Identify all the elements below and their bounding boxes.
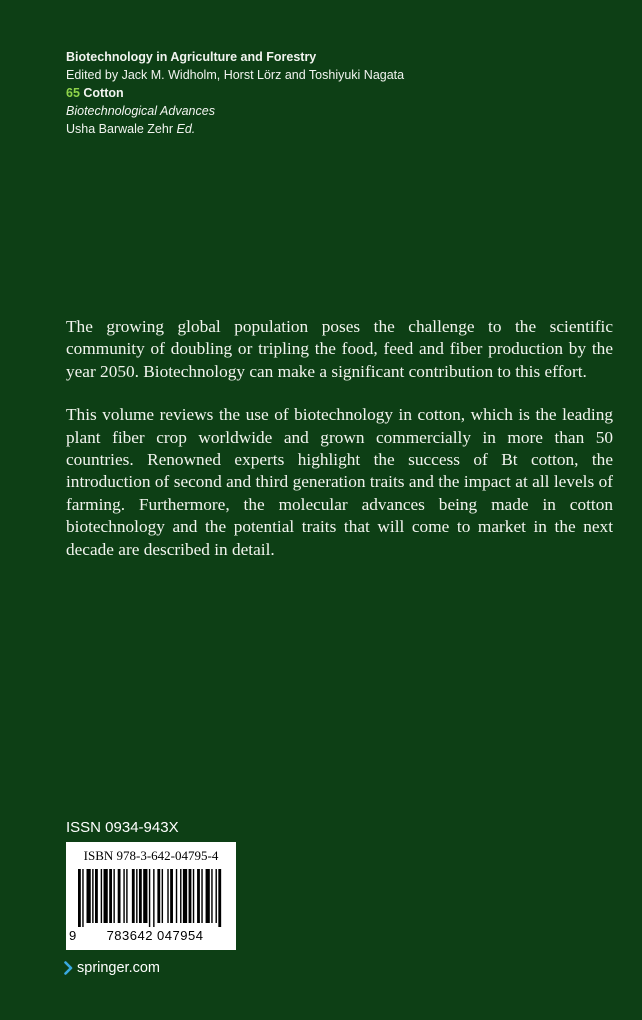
volume-editor: Usha Barwale Zehr <box>66 122 173 136</box>
barcode-box <box>66 842 236 950</box>
series-info <box>66 48 404 138</box>
publisher-url: springer.com <box>77 960 161 976</box>
volume-line <box>66 84 404 102</box>
publisher-link[interactable] <box>64 960 160 976</box>
volume-subtitle: Biotechnological Advances <box>66 104 215 118</box>
isbn-label: ISBN 978-3-642-04795-4 <box>83 848 219 863</box>
volume-number: 65 <box>66 86 80 100</box>
book-description <box>66 316 613 582</box>
description-paragraph: This volume reviews the use of biotechnology in cotton, which is the leading plant fiber crop worldwide and grown commercially in more than 50 countries. Renowned experts highlight the success of Bt cotton, the introduction of second and third generation traits and the impact at all levels of farming. Furthermore, the molecular advances being made in cotton biotechnology and the potential traits that will come to market in the next decade are described in detail. <box>66 405 613 559</box>
volume-editor-line <box>66 120 404 138</box>
chevron-right-icon <box>64 961 73 975</box>
volume-editor-suffix: Ed. <box>176 122 196 136</box>
issn-label: ISSN 0934-943X <box>66 819 179 836</box>
barcode-rest-digits: 783642 047954 <box>106 928 204 943</box>
barcode-icon <box>78 869 224 927</box>
barcode-lead-digit: 9 <box>69 928 77 943</box>
volume-title: Cotton <box>83 86 124 100</box>
series-title: Biotechnology in Agriculture and Forestry <box>66 50 317 64</box>
series-editors: Edited by Jack M. Widholm, Horst Lörz and Toshiyuki Nagata <box>66 68 405 82</box>
description-paragraph: The growing global population poses the challenge to the scientific community of doubling or tripling the food, feed and fiber production by the year 2050. Biotechnology can make a significant contribution to this effort. <box>66 317 613 381</box>
